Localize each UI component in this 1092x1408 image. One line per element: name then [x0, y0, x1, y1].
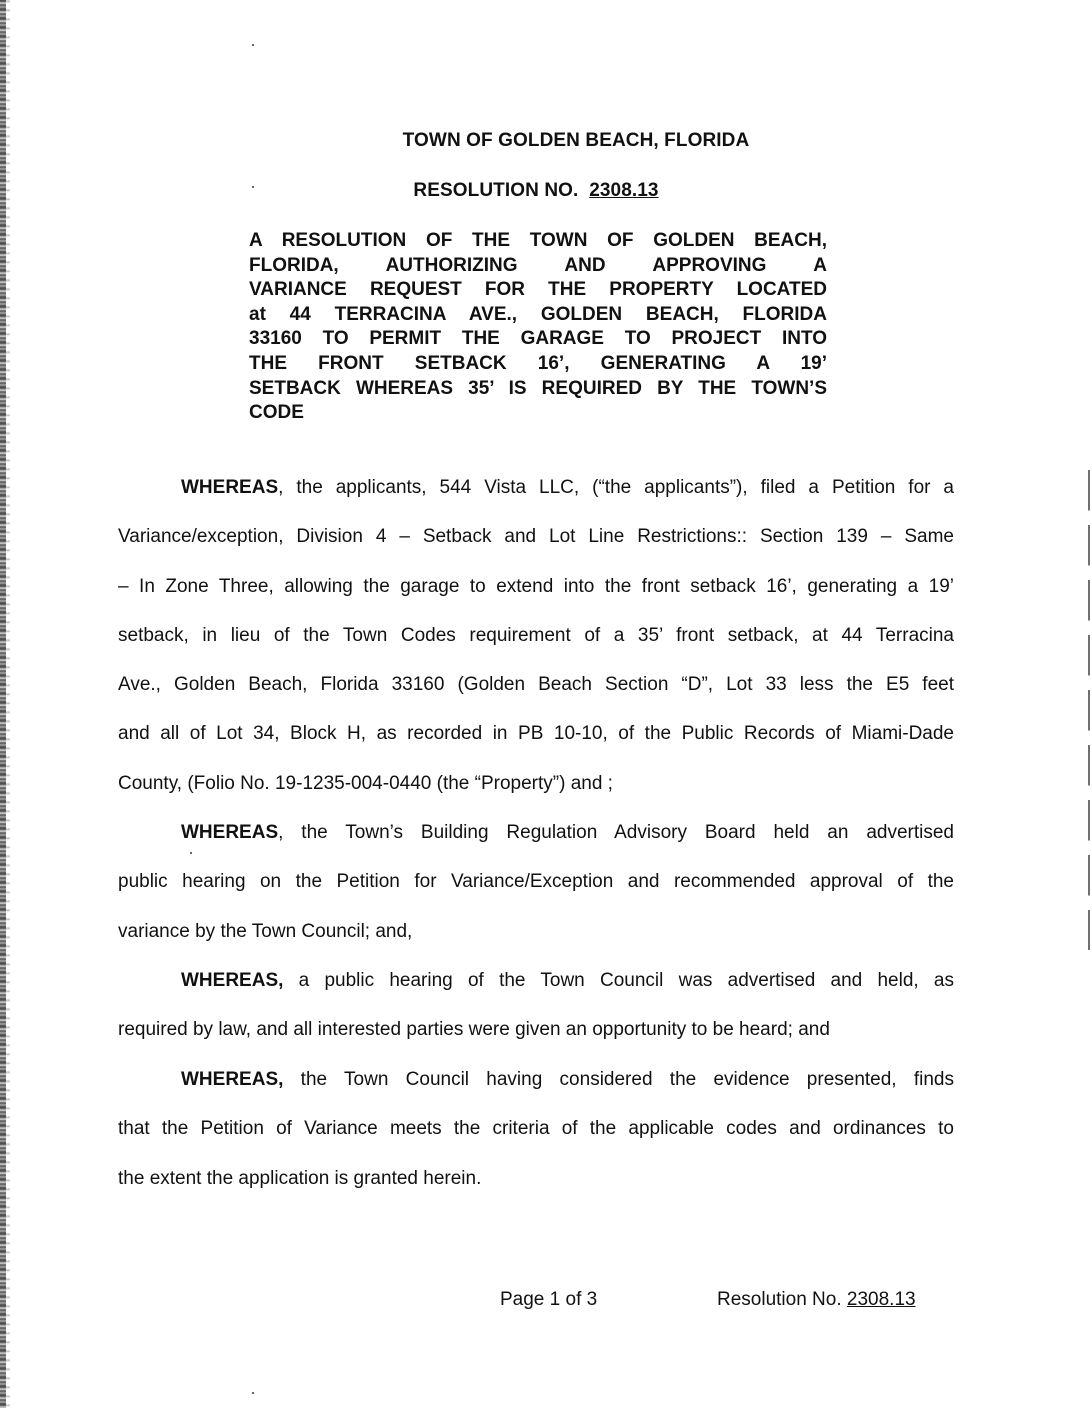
whereas-paragraph-3 [118, 956, 954, 1055]
caption-line: 33160 TO PERMIT THE GARAGE TO PROJECT INTO [249, 328, 827, 350]
paragraph-line: Variance/exception, Division 4 – Setback and Lot Line Restrictions:: Section 139 – Same [118, 526, 954, 548]
caption-line: A RESOLUTION OF THE TOWN OF GOLDEN BEACH, [249, 230, 827, 251]
paragraph-line: and all of Lot 34, Block H, as recorded in PB 10-10, of the Public Records of Miami-Dade [118, 723, 954, 745]
paragraph-line: public hearing on the Petition for Variance/Exception and recommended approval of the [118, 871, 954, 893]
paragraph-line: , the Town’s Building Regulation Advisory Board held an advertised [278, 822, 954, 843]
scan-speck [252, 44, 254, 46]
town-title: TOWN OF GOLDEN BEACH, FLORIDA [402, 130, 750, 151]
whereas-lead: WHEREAS, [181, 1069, 284, 1090]
paragraph-line: setback, in lieu of the Town Codes requirement of a 35’ front setback, at 44 Terracina [118, 624, 954, 646]
whereas-lead: WHEREAS [181, 822, 279, 843]
scan-edge-right [1088, 470, 1090, 950]
paragraph-line: a public hearing of the Town Council was advertised and held, as [283, 970, 954, 991]
caption-line: VARIANCE REQUEST FOR THE PROPERTY LOCATED [249, 279, 827, 301]
whereas-paragraph-1 [118, 463, 954, 808]
caption-line: CODE [249, 402, 304, 424]
scan-edge-left-noise [6, 0, 10, 1408]
paragraph-line: County, (Folio No. 19-1235-004-0440 (the “Property”) and ; [118, 772, 613, 794]
whereas-lead: WHEREAS [181, 477, 279, 498]
caption-line: SETBACK WHEREAS 35’ IS REQUIRED BY THE TOWN’S [249, 377, 827, 399]
paragraph-line: – In Zone Three, allowing the garage to extend into the front setback 16’, generating a 19’ [118, 575, 954, 597]
caption-line: FLORIDA, AUTHORIZING AND APPROVING A [249, 254, 827, 276]
resolution-caption [249, 229, 827, 426]
footer-resolution [717, 1289, 916, 1311]
paragraph-line: the Town Council having considered the evidence presented, finds [283, 1069, 954, 1090]
caption-line: THE FRONT SETBACK 16’, GENERATING A 19’ [249, 352, 827, 374]
whereas-paragraph-2 [118, 808, 954, 956]
paragraph-line: variance by the Town Council; and, [118, 920, 413, 942]
footer-resolution-label: Resolution No. [717, 1289, 842, 1310]
paragraph-line: that the Petition of Variance meets the criteria of the applicable codes and ordinances to [118, 1118, 954, 1140]
caption-line: at 44 TERRACINA AVE., GOLDEN BEACH, FLORIDA [249, 303, 827, 325]
page-number: Page 1 of 3 [500, 1289, 598, 1310]
resolution-heading [0, 180, 1072, 202]
footer-resolution-number: 2308.13 [846, 1289, 916, 1310]
paragraph-line: , the applicants, 544 Vista LLC, (“the applicants”), filed a Petition for a [278, 477, 954, 498]
paragraph-line: Ave., Golden Beach, Florida 33160 (Golden Beach Section “D”, Lot 33 less the E5 feet [118, 674, 954, 696]
paragraph-line: required by law, and all interested parties were given an opportunity to be heard; and [118, 1019, 830, 1041]
resolution-heading-label: RESOLUTION NO. [413, 180, 579, 201]
paragraph-line: the extent the application is granted herein. [118, 1167, 482, 1189]
whereas-lead: WHEREAS, [181, 970, 284, 991]
resolution-heading-number: 2308.13 [589, 180, 659, 201]
whereas-paragraph-4 [118, 1055, 954, 1203]
scan-speck [252, 1392, 254, 1394]
